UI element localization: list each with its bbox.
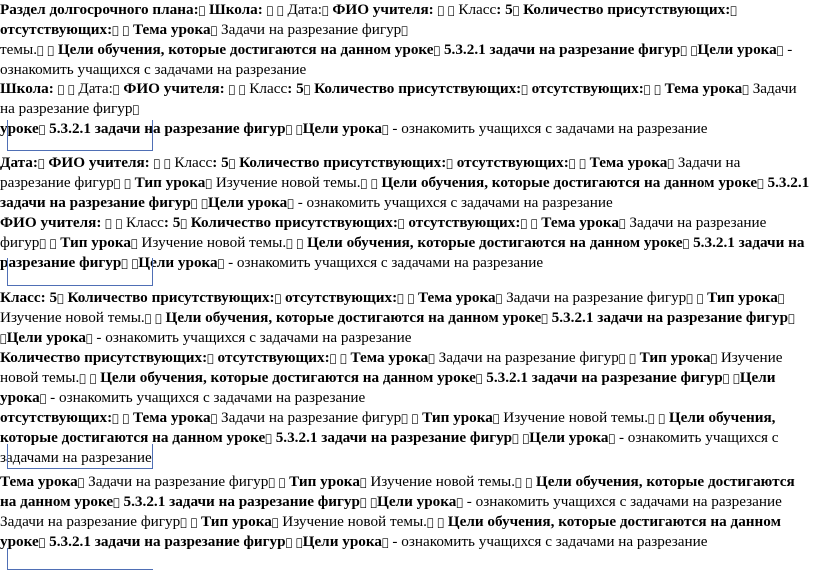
bullet-glyph [401, 24, 408, 37]
goals-value: - ознакомить учащихся с задачами на разрезание [0, 309, 790, 346]
bullet-glyph [567, 237, 571, 250]
bullet-glyph [296, 123, 303, 136]
grade-label: Класс [146, 154, 185, 171]
objectives-label: Цели обучения, которые достигаются на данном уроке [0, 407, 772, 444]
bullet-glyph [191, 516, 198, 529]
grade-value: : 5 [440, 1, 458, 18]
topic-label: Тема урока [0, 473, 78, 490]
grade-label: Класс [200, 80, 239, 97]
absent-label: отсутствующих: [415, 154, 528, 171]
bullet-glyph [371, 177, 378, 190]
bullet-glyph [203, 430, 208, 443]
present-label: Количество присутствующих: [60, 289, 268, 306]
bullet-glyph [77, 476, 82, 489]
bullet-glyph [79, 257, 83, 270]
paragraph-5 [0, 288, 814, 348]
bullet-glyph [47, 44, 54, 57]
bullet-glyph [277, 4, 284, 17]
bullet-glyph [297, 237, 304, 250]
lesson-type-label: Тип урока [0, 174, 71, 191]
absent-label: отсутствующих: [671, 1, 784, 18]
grade-label: Класс [0, 289, 41, 306]
teacher-label: ФИО учителя: [297, 1, 400, 18]
bullet-glyph [662, 351, 666, 364]
absent-label: отсутствующих: [373, 214, 486, 231]
bullet-glyph [294, 4, 298, 17]
bullet-glyph [335, 476, 340, 489]
absent-label: отсутствующих: [469, 80, 582, 97]
bullet-glyph [332, 496, 337, 509]
present-label: Количество присутствующих: [0, 348, 208, 365]
grade-value: : 5 [184, 154, 202, 171]
bullet-glyph [451, 410, 455, 423]
bullet-glyph [57, 292, 61, 305]
topic-value: Задачи на разрезание фигур [196, 407, 378, 424]
topic-label: Тема урока [115, 407, 194, 424]
objectives-value: 5.3.2.1 задачи на разрезание фигур [0, 533, 237, 550]
bullet-glyph [123, 412, 130, 425]
bullet-glyph [375, 371, 380, 384]
lesson-type-label: Тип урока [264, 473, 336, 490]
bullet-glyph [207, 351, 211, 364]
objectives-label: Цели обучения, которые достигаются на данном уроке [0, 473, 767, 510]
bullet-glyph [485, 217, 490, 230]
present-label: Количество присутствующих: [163, 214, 371, 231]
absent-label: отсутствующих: [271, 289, 384, 306]
bullet-glyph [112, 410, 116, 423]
bullet-glyph [77, 24, 82, 37]
bullet-glyph [648, 292, 652, 305]
bullet-glyph [70, 177, 75, 190]
objectives-value: 5.3.2.1 задачи на разрезание фигур [462, 309, 699, 326]
table-frame-3 [7, 444, 153, 469]
date-label: Дата: [57, 80, 93, 97]
goals-label: Цели урока [0, 254, 80, 271]
bullet-glyph [416, 44, 420, 57]
objectives-label: Цели обучения, которые достигаются на данном уроке [222, 174, 599, 191]
objectives-value: 5.3.2.1 задачи на разрезание фигур [379, 368, 616, 385]
bullet-glyph [193, 410, 197, 423]
goals-label: Цели урока [282, 120, 362, 137]
lesson-type-value: Изучение новой темы. [339, 473, 484, 490]
text-block-1 [0, 0, 814, 139]
bullet-glyph [201, 157, 205, 170]
lesson-type-value: Изучение новой темы. [0, 348, 770, 385]
teacher-label: ФИО учителя: [0, 214, 102, 231]
bullet-glyph [656, 44, 660, 57]
bullet-glyph [123, 24, 130, 37]
paragraph-8 [0, 472, 814, 512]
topic-label: Тема урока [386, 289, 465, 306]
topic-label: Тема урока [530, 154, 609, 171]
lesson-type-label: Тип урока [651, 289, 723, 306]
bullet-glyph [92, 496, 97, 509]
lesson-type-value: Изучение новой темы. [454, 407, 600, 424]
absent-label: отсутствующих: [0, 407, 113, 424]
table-frame-1 [7, 120, 153, 151]
bullet-glyph [79, 372, 86, 385]
topic-label: Тема урока [0, 21, 78, 38]
bullet-glyph [383, 292, 387, 305]
bullet-glyph [457, 4, 461, 17]
bullet-glyph [438, 4, 445, 17]
bullet-glyph [448, 4, 455, 17]
objectives-label: Цели обучения, которые достигаются на данном уроке [406, 513, 782, 530]
teacher-label: ФИО учителя: [41, 154, 143, 171]
objectives-label: Цели обучения, которые достигаются на данном уроке [191, 234, 568, 251]
objectives-value: 5.3.2.1 задачи на разрезание фигур [42, 120, 279, 137]
bullet-glyph [587, 351, 592, 364]
bullet-glyph [598, 177, 602, 190]
bullet-glyph [464, 292, 469, 305]
bullet-glyph [116, 217, 123, 230]
bullet-glyph [38, 123, 43, 136]
goals-label: Цели урока [45, 194, 126, 211]
bullet-glyph [599, 410, 604, 423]
topic-value: Задачи на разрезание фигур [570, 214, 751, 231]
bullet-glyph [377, 410, 381, 423]
bullet-glyph [658, 412, 665, 425]
bullet-glyph [567, 217, 571, 230]
topic-value: Задачи на разрезание фигур [407, 348, 588, 365]
goals-label: Цели урока [336, 493, 416, 510]
bullet-glyph [79, 312, 83, 325]
goals-value: - ознакомить учащихся с задачами на разрезание [0, 41, 748, 78]
present-label: Количество присутствующих: [460, 1, 668, 18]
text-block-2 [0, 153, 814, 273]
objectives-value: 5.3.2.1 задачи на разрезание фигур [570, 234, 808, 251]
school-label: Школа: [202, 1, 256, 18]
bullet-glyph [722, 292, 727, 305]
bullet-glyph [201, 197, 208, 210]
objectives-value: 5.3.2.1 задачи на разрезание фигур [0, 174, 793, 211]
paragraph-3 [0, 153, 814, 213]
bullet-glyph [615, 371, 620, 384]
section-label: Раздел долгосрочного плана: [0, 1, 199, 18]
bullet-glyph [267, 4, 274, 17]
bullet-glyph [526, 430, 530, 443]
present-label: Количество присутствующих: [204, 154, 412, 171]
bullet-glyph [608, 157, 612, 170]
paragraph-1 [0, 0, 814, 79]
bullet-glyph [255, 83, 259, 96]
text-block-4 [0, 472, 814, 552]
objectives-label: Цели обучения, которые достигаются на данном уроке [40, 41, 417, 58]
bullet-glyph [579, 157, 586, 170]
lesson-text: уроке [0, 120, 39, 137]
grade-label: Класс [402, 1, 441, 18]
lesson-type-value: Изучение новой темы. [258, 513, 403, 530]
bullet-glyph [581, 83, 585, 96]
bullet-glyph [733, 372, 740, 385]
bullet-glyph [0, 332, 7, 345]
topic-value: Задачи на разрезание фигур [81, 473, 262, 490]
objectives-value: 5.3.2.1 задачи на разрезание фигур [419, 41, 657, 58]
bullet-glyph [105, 217, 112, 230]
bullet-glyph [698, 371, 703, 384]
bullet-glyph [781, 312, 785, 325]
text-block-3 [0, 288, 814, 467]
lesson-type-label: Тип урока [0, 214, 782, 251]
bullet-glyph [198, 4, 203, 17]
bullet-glyph [37, 157, 42, 170]
goals-value: - ознакомить учащихся с задачами на разрезание [0, 368, 785, 405]
bullet-glyph [411, 157, 416, 170]
grade-value: : 5 [143, 214, 160, 231]
lesson-type-value: Изучение новой темы. [43, 234, 188, 251]
bullet-glyph [698, 312, 702, 325]
bullet-glyph [267, 292, 272, 305]
absent-label: отсутствующих: [210, 348, 323, 365]
bullet-glyph [662, 83, 667, 96]
bullet-glyph [261, 476, 265, 489]
goals-value: - ознакомить учащихся с задачами на разрезание [322, 533, 638, 550]
topic-label: Тема урока [489, 214, 568, 231]
goals-label: Цели урока [619, 368, 699, 385]
bullet-glyph [370, 496, 377, 509]
date-label: Дата: [259, 1, 295, 18]
bullet-glyph [437, 516, 444, 529]
bullet-glyph [458, 312, 463, 325]
goals-value: - ознакомить учащихся с задачами на разрезание [365, 120, 681, 137]
bullet-glyph [155, 312, 162, 325]
bullet-glyph [412, 412, 419, 425]
bullet-glyph [783, 4, 788, 17]
school-label: Школа: [0, 80, 54, 97]
bullet-glyph [37, 44, 41, 57]
goals-label: Цели урока [701, 309, 782, 326]
bullet-glyph [443, 430, 448, 443]
bullet-glyph [159, 217, 164, 230]
topic-value: Задачи на разрезание фигур [81, 21, 262, 38]
bullet-glyph [219, 177, 223, 190]
lesson-type-value: Изучение новой темы. [74, 174, 220, 191]
goals-label: Цели урока [659, 41, 740, 58]
bullet-glyph [361, 123, 366, 136]
bullet-glyph [370, 217, 374, 230]
bullet-glyph [239, 83, 246, 96]
paragraph-6 [0, 348, 814, 408]
goals-label: Цели урока [447, 427, 527, 444]
bullet-glyph [792, 157, 796, 170]
topic-value: Задачи на разрезание фигур [0, 513, 181, 530]
bullet-glyph [408, 292, 415, 305]
topic-label: Тема урока [326, 348, 404, 365]
bullet-glyph [697, 292, 704, 305]
goals-value: - ознакомить учащихся с задачами на разрезание [128, 194, 444, 211]
bullet-glyph [402, 516, 407, 529]
bullet-glyph [322, 351, 327, 364]
bullet-glyph [415, 496, 420, 509]
bullet-glyph [527, 157, 531, 170]
bullet-glyph [164, 157, 171, 170]
teacher-label: ФИО учителя: [95, 80, 197, 97]
bullet-glyph [465, 83, 470, 96]
lesson-type-label: Тип урока [591, 348, 662, 365]
bullet-glyph [228, 83, 235, 96]
bullet-glyph [340, 352, 347, 365]
bullet-glyph [90, 372, 97, 385]
bullet-glyph [403, 351, 408, 364]
bullet-glyph [483, 476, 488, 489]
topic-value: Задачи на разрезание фигур [611, 154, 793, 171]
bullet-glyph [187, 237, 192, 250]
grade-value: : 5 [238, 80, 256, 97]
goals-value: - ознакомить учащихся с задачами на разрезание [419, 493, 735, 510]
goals-value: - ознакомить учащихся с задачами на разрезание [82, 254, 398, 271]
objectives-value: 5.3.2.1 задачи на разрезание фигур [96, 493, 333, 510]
topic-value: Задачи на разрезание фигур [468, 289, 649, 306]
grade-value: : 5 [40, 289, 58, 306]
bullet-glyph [667, 4, 672, 17]
bullet-glyph [319, 536, 323, 549]
bullet-glyph [739, 44, 743, 57]
present-label: Количество присутствующих: [258, 80, 466, 97]
bullet-glyph [654, 83, 661, 96]
table-frame-2 [7, 258, 153, 286]
bullet-glyph [92, 83, 96, 96]
bullet-glyph [629, 352, 636, 365]
bullet-glyph [254, 516, 259, 529]
objectives-value: 5.3.2.1 задачи на разрезание фигур [207, 427, 444, 444]
bullet-glyph [132, 103, 139, 116]
topic-value: Задачи на разрезание фигур [0, 80, 804, 117]
bullet-glyph [278, 123, 283, 136]
bullet-glyph [531, 217, 538, 230]
bullet-glyph [296, 536, 303, 549]
bullet-glyph [180, 516, 184, 529]
grade-label: Класс [105, 214, 144, 231]
topic-label: Тема урока [584, 80, 663, 97]
theme-text: темы. [0, 41, 37, 58]
bullet-glyph [154, 157, 161, 170]
bullet-glyph [236, 536, 240, 549]
bullet-glyph [525, 476, 532, 489]
bullet-glyph [68, 83, 75, 96]
bullet-glyph [42, 197, 46, 210]
bullet-glyph [124, 177, 131, 190]
bullet-glyph [50, 237, 57, 250]
bullet-glyph [279, 476, 286, 489]
lesson-type-value: Изучение новой темы. [0, 289, 788, 326]
lesson-type-label: Тип урока [380, 407, 452, 424]
objectives-label: Цели обучения, которые достигаются на данном уроке [82, 309, 459, 326]
paragraph-9 [0, 512, 814, 552]
goals-label: Цели урока [239, 533, 320, 550]
objectives-label: Цели обучения, которые достигаются на данном уроке [0, 368, 376, 385]
goals-value: - ознакомить учащихся с задачами на разрезание [0, 427, 771, 464]
bullet-glyph [58, 83, 65, 96]
bullet-glyph [125, 197, 129, 210]
date-label: Дата: [0, 154, 38, 171]
table-frame-4 [7, 548, 153, 570]
lesson-type-label: Тип урока [183, 513, 255, 530]
bullet-glyph [750, 217, 755, 230]
